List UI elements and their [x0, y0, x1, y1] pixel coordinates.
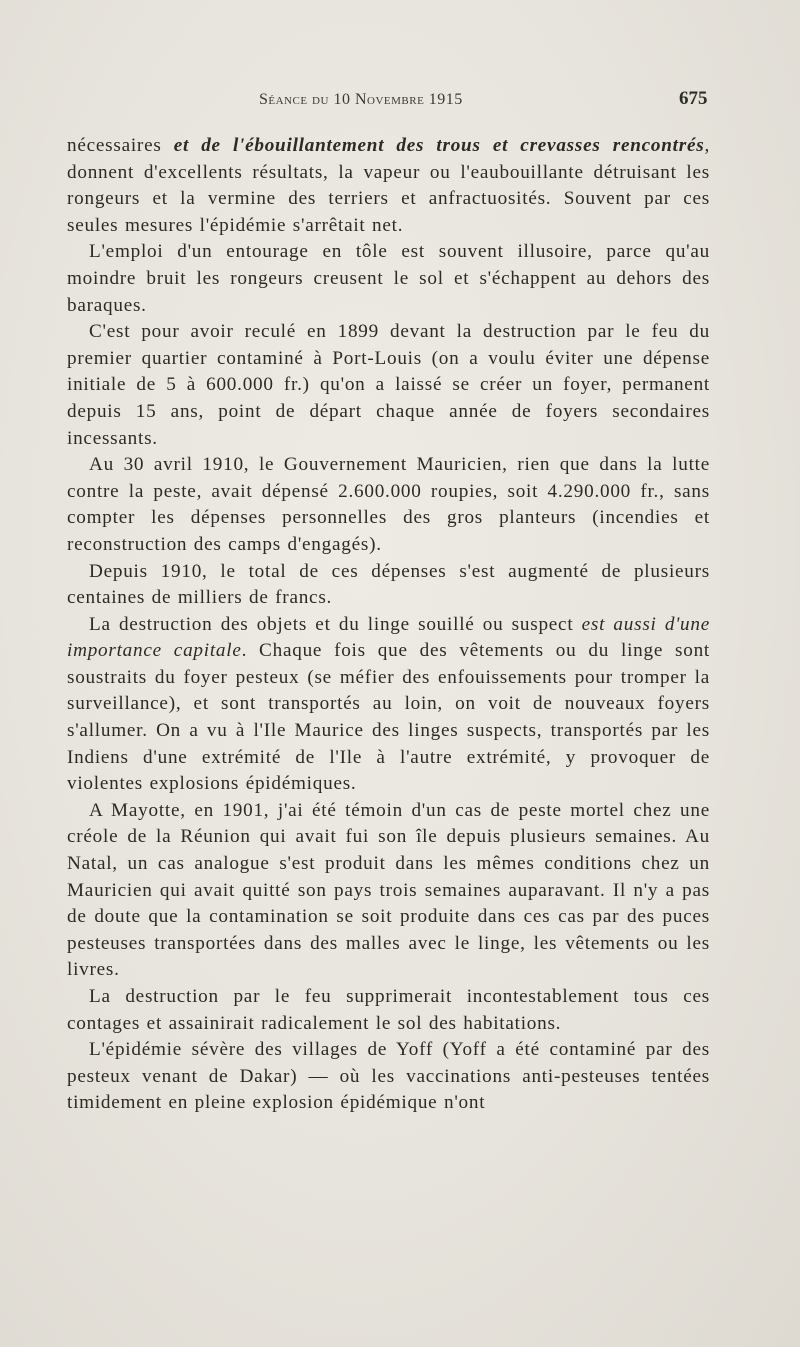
paragraph: [67, 452, 710, 558]
body-text: [67, 133, 710, 1117]
page-number: 675: [679, 88, 708, 109]
page-header: [0, 88, 800, 118]
paragraph: [67, 984, 710, 1037]
text-run: C'est pour avoir reculé en 1899 devant la destruction par le feu du premier quartier contaminé à Port-Louis (on a voulu éviter une dépense initiale de 5 à 600.000 fr.) qu'on a laissé se créer un foyer, permanent depuis 15 ans, point de départ chaque année de foyers secondaires incessants.: [67, 321, 710, 449]
running-head: Séance du 10 Novembre 1915: [259, 91, 463, 108]
paragraph: [67, 133, 710, 239]
paragraph: [67, 1037, 710, 1117]
paragraph: [67, 612, 710, 798]
italic-emphasis: et de l'ébouillantement des trous et crevasses rencontrés: [173, 135, 705, 156]
text-run: A Mayotte, en 1901, j'ai été témoin d'un cas de peste mortel chez une créole de la Réunion qui avait fui son île depuis plusieurs semaines. Au Natal, un cas analogue s'est produit dans les mêmes conditions chez un Mauricien qui avait quitté son pays trois semaines auparavant. Il n'y a pas de doute que la contamination se soit produite dans ces cas par des puces pesteuses transportées dans des malles avec le linge, les vêtements ou les livres.: [67, 799, 710, 981]
text-run: L'épidémie sévère des villages de Yoff (Yoff a été contaminé par des pesteux venant de Dakar) — où les vaccinations anti-pesteuses tentées timidement en pleine explosion épidémique n'ont: [67, 1039, 710, 1114]
italic-emphasis: est aussi d'une importance capitale: [67, 613, 711, 662]
text-run: . Chaque fois que des vêtements ou du linge sont soustraits du foyer pesteux (se méfier des enfouissements pour tromper la surveillance), et sont transportés au loin, on voit de nouveaux foyers s'allumer. On a vu à l'Ile Maurice des linges suspects, transportés par les Indiens d'une extrémité de l'Ile à l'autre extrémité, y provoquer de violentes explosions épidémiques.: [67, 640, 710, 795]
text-run: Au 30 avril 1910, le Gouvernement Mauricien, rien que dans la lutte contre la peste, avait dépensé 2.600.000 roupies, soit 4.290.000 fr., sans compter les dépenses personnelles des gros planteurs (incendies et reconstruction des camps d'engagés).: [67, 454, 710, 555]
paragraph: [67, 798, 710, 984]
text-run: La destruction par le feu supprimerait incontestablement tous ces contages et assainirait radicalement le sol des habitations.: [67, 986, 710, 1034]
paragraph: [67, 559, 710, 612]
text-run: L'emploi d'un entourage en tôle est souvent illusoire, parce qu'au moindre bruit les rongeurs creusent le sol et s'échappent au dehors des baraques.: [67, 241, 710, 316]
paragraph: [67, 239, 710, 319]
text-run: Depuis 1910, le total de ces dépenses s'est augmenté de plusieurs centaines de milliers de francs.: [67, 560, 710, 609]
text-run: nécessaires: [67, 135, 174, 156]
text-run: , donnent d'excellents résultats, la vapeur ou l'eaubouillante détruisant les rongeurs et la vermine des terriers et anfractuosités. Souvent par ces seules mesures l'épidémie s'arrêtait net.: [67, 135, 710, 236]
text-run: La destruction des objets et du linge souillé ou suspect: [89, 613, 582, 635]
paragraph: [67, 319, 710, 452]
